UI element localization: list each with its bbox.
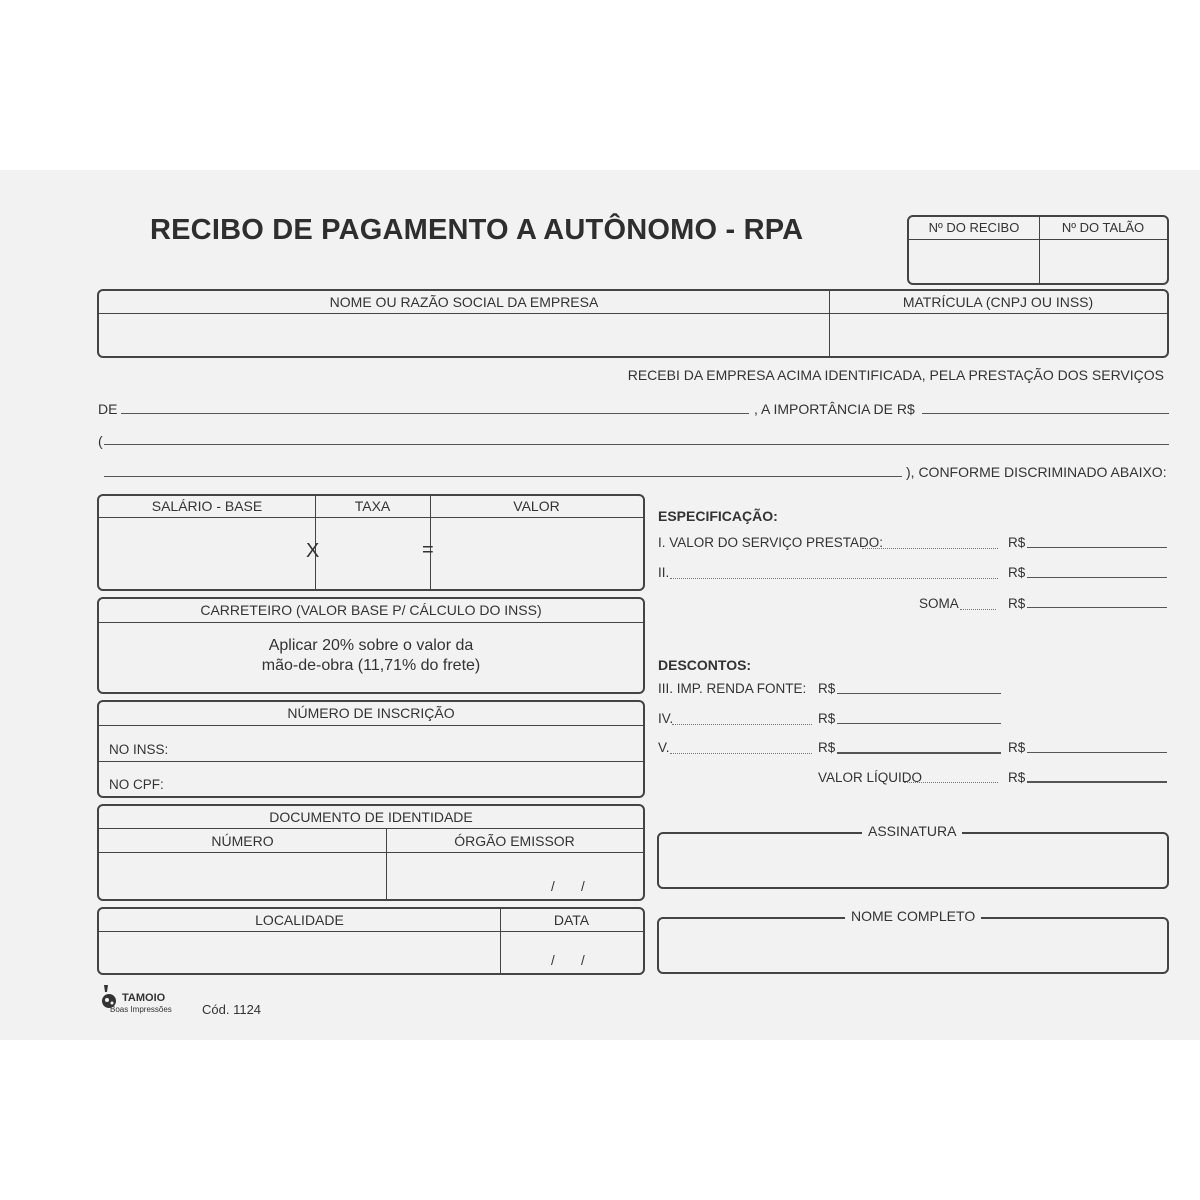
salary-base-field[interactable] <box>103 522 303 584</box>
rate-field[interactable] <box>319 522 419 584</box>
footer-tagline: Boas Impressões <box>110 1005 172 1014</box>
cpf-field[interactable] <box>179 765 639 793</box>
net-value-currency: R$ <box>1008 770 1026 785</box>
closing-statement: ), CONFORME DISCRIMINADO ABAIXO: <box>906 464 1167 480</box>
inscription-box <box>97 700 645 798</box>
form-title: RECIBO DE PAGAMENTO A AUTÔNOMO - RPA <box>150 214 804 246</box>
inscription-header: NÚMERO DE INSCRIÇÃO <box>99 702 643 726</box>
company-name-label: NOME OU RAZÃO SOCIAL DA EMPRESA <box>329 294 599 310</box>
spec-item-2-label: II. <box>658 565 670 580</box>
service-de-label: DE <box>98 401 118 417</box>
discount-4-field[interactable] <box>837 723 1001 724</box>
carreteiro-text-1: Aplicar 20% sobre o valor da <box>268 637 474 654</box>
salary-base-label: SALÁRIO - BASE <box>151 498 263 514</box>
cpf-label: NO CPF: <box>109 777 164 792</box>
company-registration-label: MATRÍCULA (CNPJ OU INSS) <box>902 294 1094 310</box>
discount-5-label: V. <box>658 740 670 755</box>
rate-label: TAXA <box>354 498 391 514</box>
signature-label: ASSINATURA <box>862 823 962 839</box>
locality-label: LOCALIDADE <box>255 912 344 928</box>
sum-currency: R$ <box>1008 596 1026 611</box>
times-symbol: X <box>306 540 320 562</box>
carreteiro-header: CARRETEIRO (VALOR BASE P/ CÁLCULO DO INSS) <box>99 599 643 623</box>
receipt-number-label: Nº DO RECIBO <box>928 220 1020 235</box>
discount-3-label: III. IMP. RENDA FONTE: <box>658 681 807 696</box>
specification-header: ESPECIFICAÇÃO: <box>658 508 778 524</box>
identity-box <box>97 804 645 901</box>
identity-number-field[interactable] <box>103 856 381 896</box>
value-label: VALOR <box>513 498 560 514</box>
carreteiro-box <box>97 597 645 694</box>
company-name-field[interactable] <box>103 317 823 353</box>
spec-item-1-label: I. VALOR DO SERVIÇO PRESTADO: <box>658 535 884 550</box>
service-description-field[interactable] <box>121 413 749 414</box>
booklet-number-field[interactable] <box>1043 242 1165 280</box>
company-registration-field[interactable] <box>835 317 1163 353</box>
locality-field[interactable] <box>103 935 495 971</box>
discount-total-field[interactable] <box>1027 752 1167 753</box>
identity-issuer-label: ÓRGÃO EMISSOR <box>454 833 575 849</box>
date-slashes: / / <box>551 953 585 968</box>
discount-4-label: IV. <box>658 711 674 726</box>
amount-words-field-1[interactable] <box>104 444 1169 445</box>
discount-3-currency: R$ <box>818 681 836 696</box>
location-box <box>97 907 645 975</box>
spec-item-2-currency: R$ <box>1008 565 1026 580</box>
amount-label: , A IMPORTÂNCIA DE R$ <box>754 401 915 417</box>
value-field[interactable] <box>439 522 639 584</box>
identity-date-slashes: / / <box>551 879 585 894</box>
full-name-box[interactable] <box>657 917 1169 974</box>
discount-total-currency: R$ <box>1008 740 1026 755</box>
amount-words-field-2[interactable] <box>104 476 902 477</box>
discount-3-field[interactable] <box>837 693 1001 694</box>
spec-item-1-field[interactable] <box>1027 547 1167 548</box>
sum-field[interactable] <box>1027 607 1167 608</box>
spec-item-2-field[interactable] <box>1027 577 1167 578</box>
discount-5-currency: R$ <box>818 740 836 755</box>
salary-box <box>97 494 645 591</box>
carreteiro-text-2: mão-de-obra (11,71% do frete) <box>261 657 481 674</box>
company-box <box>97 289 1169 358</box>
net-value-label: VALOR LÍQUIDO <box>818 770 923 785</box>
identity-header: DOCUMENTO DE IDENTIDADE <box>99 806 643 829</box>
inss-field[interactable] <box>179 732 639 758</box>
booklet-number-label: Nº DO TALÃO <box>1061 220 1145 235</box>
discount-4-currency: R$ <box>818 711 836 726</box>
inss-label: NO INSS: <box>109 742 169 757</box>
amount-field[interactable] <box>922 413 1169 414</box>
date-label: DATA <box>553 912 590 928</box>
footer-brand: TAMOIO <box>122 992 166 1004</box>
discount-5-field[interactable] <box>837 752 1001 754</box>
spec-item-1-currency: R$ <box>1008 535 1026 550</box>
sum-label: SOMA <box>919 596 959 611</box>
statement-line: RECEBI DA EMPRESA ACIMA IDENTIFICADA, PELA PRESTAÇÃO DOS SERVIÇOS <box>627 367 1164 383</box>
open-paren: ( <box>98 433 103 449</box>
discounts-header: DESCONTOS: <box>658 657 752 673</box>
full-name-label: NOME COMPLETO <box>845 908 981 924</box>
signature-box[interactable] <box>657 832 1169 889</box>
footer-code: Cód. 1124 <box>202 1002 262 1017</box>
receipt-number-field[interactable] <box>911 242 1035 280</box>
identity-number-label: NÚMERO <box>211 833 274 849</box>
net-value-field[interactable] <box>1027 781 1167 783</box>
receipt-number-box <box>907 215 1169 285</box>
identity-issuer-field[interactable] <box>391 856 639 896</box>
equals-symbol: = <box>422 539 434 561</box>
